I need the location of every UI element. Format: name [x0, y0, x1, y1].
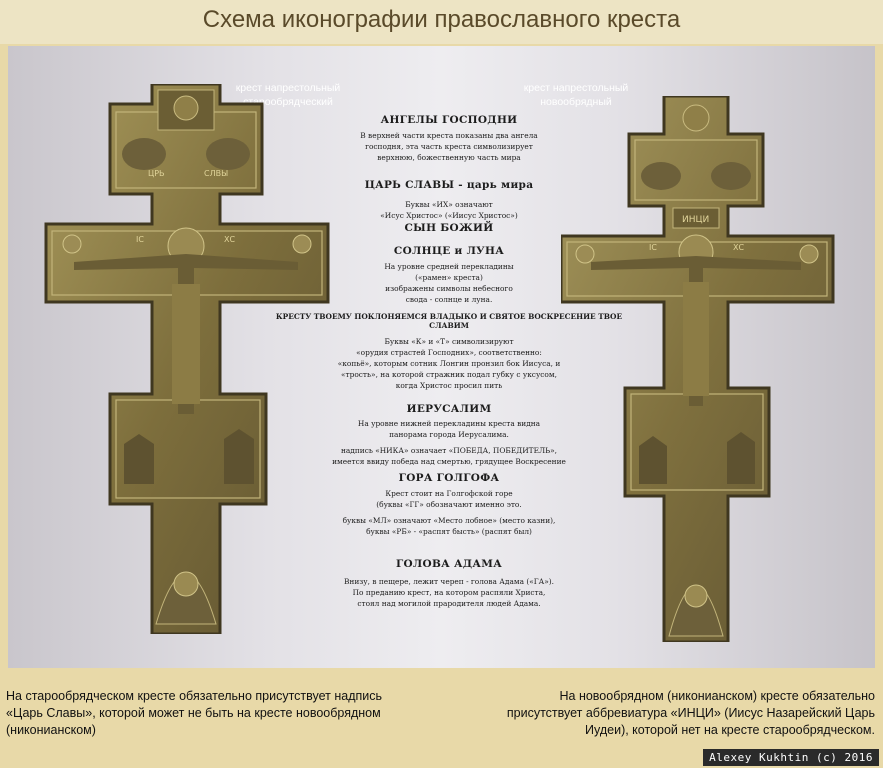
text-angels: [268, 130, 630, 163]
text-golgotha: [268, 488, 630, 537]
note-old-line: На старообрядческом кресте обязательно присутствует надпись: [6, 689, 383, 703]
left-xc: ХС: [224, 235, 236, 244]
exhibit-panel: [8, 46, 875, 668]
caption-right-line-1: крест напрестольный: [523, 82, 629, 94]
text-spear-line: «трость», на которой стражник подал губку с уксусом,: [341, 370, 557, 379]
photo-credit: Alexey Kukhtin (c) 2016: [703, 749, 879, 766]
note-new-line: Иудеи), которой нет на кресте старообрядческом.: [585, 723, 875, 737]
text-king-line: «Исус Христос» («Иисус Христос»): [380, 211, 518, 220]
text-spear-reed: [268, 336, 630, 391]
text-sun-line: свода - солнце и луна.: [405, 295, 493, 304]
text-golgotha-line: Крест стоит на Голгофской горе: [385, 489, 513, 498]
text-spear-line: «орудия страстей Господних», соответственно:: [356, 348, 542, 357]
right-xc: ХС: [733, 243, 745, 252]
text-golgotha-line: буквы «МЛ» означают «Место лобное» (место казни),: [342, 516, 556, 525]
text-sun-line: изображены символы небесного: [385, 284, 513, 293]
heading-golgotha: ГОРА ГОЛГОФА: [398, 472, 500, 484]
text-angels-line: В верхней части креста показаны два ангела: [360, 131, 538, 140]
heading-adam: ГОЛОВА АДАМА: [395, 558, 503, 570]
heading-jerusalem: ИЕРУСАЛИМ: [406, 403, 492, 415]
heading-cross-prayer: КРЕСТУ ТВОЕМУ ПОКЛОНЯЕМСЯ ВЛАДЫКО И СВЯТОЕ ВОСКРЕСЕНИЕ ТВОЕ СЛАВИМ: [275, 312, 623, 330]
text-adam-line: Внизу, в пещере, лежит череп - голова Адама («ГА»).: [343, 577, 555, 586]
text-jerusalem: [268, 418, 630, 467]
text-angels-line: господня, эта часть креста символизирует: [365, 142, 533, 151]
text-spear-line: Буквы «К» и «Т» символизируют: [384, 337, 514, 346]
text-adam-line: стоял над могилой прародителя людей Адама.: [357, 599, 541, 608]
text-adam-line: По преданию крест, на котором распяли Христа,: [352, 588, 546, 597]
right-inci: ИНЦИ: [682, 215, 710, 225]
note-old-line: (никонианском): [6, 723, 96, 737]
text-king-of-glory: [268, 199, 630, 221]
text-jerusalem-line: надпись «НИКА» означает «ПОБЕДА, ПОБЕДИТЕЛЬ»,: [340, 446, 558, 455]
text-jerusalem-line: На уровне нижней перекладины креста видна: [357, 419, 541, 428]
text-jerusalem-line: имеется ввиду победа над смертью, грядущее Воскресение: [332, 457, 566, 466]
text-spear-line: «копьё», которым сотник Лонгин пронзил бок Иисуса, и: [337, 359, 561, 368]
heading-king-of-glory: ЦАРЬ СЛАВЫ - царь мира: [364, 179, 534, 191]
note-new-line: На новообрядном (никонианском) кресте обязательно: [559, 689, 875, 703]
caption-left-line-1: крест напрестольный: [235, 82, 341, 94]
note-new-rite: [475, 688, 875, 739]
text-jerusalem-line: панорама города Иерусалима.: [389, 430, 509, 439]
left-ic: IC: [136, 235, 144, 244]
heading-sun-moon: СОЛНЦЕ и ЛУНА: [393, 245, 505, 257]
heading-son-of-god: СЫН БОЖИЙ: [404, 222, 494, 234]
text-sun-moon: [268, 261, 630, 305]
text-sun-line: На уровне средней перекладины: [384, 262, 514, 271]
note-old-line: «Царь Славы», которой может не быть на кресте новообрядном: [6, 706, 381, 720]
text-angels-line: верхнюю, божественную часть мира: [377, 153, 521, 162]
page-title: Схема иконографии православного креста: [202, 6, 681, 33]
text-spear-line: когда Христос просил пить: [395, 381, 503, 390]
note-old-believer: [6, 688, 426, 739]
left-titlo-1: ЦРЬ: [148, 169, 165, 178]
text-sun-line: («рамен» креста): [415, 273, 483, 282]
caption-right-line-2: новообрядный: [540, 96, 612, 108]
text-king-line: Буквы «ИХ» означают: [405, 200, 493, 209]
caption-left-line-2: старообрядческий: [243, 96, 333, 108]
text-golgotha-line: (буквы «ГГ» обозначают именно это.: [376, 500, 522, 509]
text-adam: [268, 576, 630, 609]
heading-angels: АНГЕЛЫ ГОСПОДНИ: [380, 114, 518, 126]
note-new-line: присутствует аббревиатура «ИНЦИ» (Иисус Назарейский Царь: [506, 706, 875, 720]
left-titlo-2: СЛВЫ: [204, 169, 229, 178]
text-golgotha-line: буквы «РБ» - «распят бысть» (распят был): [366, 527, 532, 536]
right-ic: IC: [649, 243, 657, 252]
